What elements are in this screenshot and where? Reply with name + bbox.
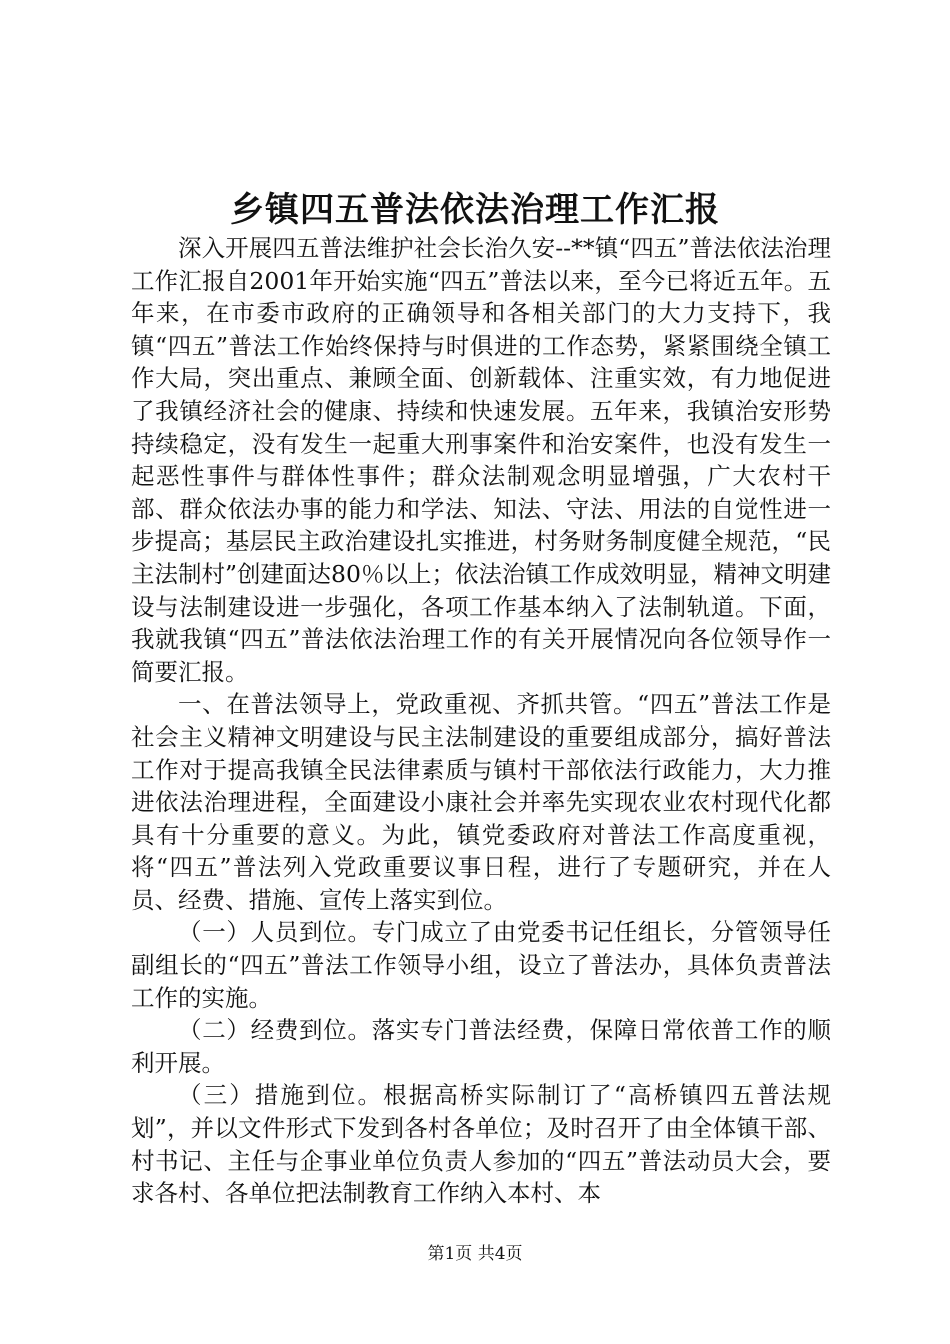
document-body	[131, 232, 831, 1210]
page-title: 乡镇四五普法依法治理工作汇报	[230, 190, 720, 230]
paragraph-funding: （二）经费到位。落实专门普法经费，保障日常依普工作的顺利开展。	[131, 1016, 831, 1077]
paragraph-section-1: 一、在普法领导上，党政重视、齐抓共管。“四五”普法工作是社会主义精神文明建设与民主法制建设的重要组成部分，搞好普法工作对于提高我镇全民法律素质与镇村干部依法行政能力，大力推进依法治理进程，全面建设小康社会并率先实现农业农村现代化都具有十分重要的意义。为此，镇党委政府对普法工作高度重视，将“四五”普法列入党政重要议事日程，进行了专题研究，并在人员、经费、措施、宣传上落实到位。	[131, 690, 831, 914]
paragraph-personnel: （一）人员到位。专门成立了由党委书记任组长，分管领导任副组长的“四五”普法工作领导小组，设立了普法办，具体负责普法工作的实施。	[131, 918, 831, 1012]
page-number-footer: 第1页 共4页	[427, 1244, 523, 1264]
paragraph-measures: （三）措施到位。根据高桥实际制订了“高桥镇四五普法规划”，并以文件形式下发到各村各单位；及时召开了由全体镇干部、村书记、主任与企事业单位负责人参加的“四五”普法动员大会，要求各村、各单位把法制教育工作纳入本村、本	[131, 1081, 831, 1208]
paragraph-intro: 深入开展四五普法维护社会长治久安--**镇“四五”普法依法治理工作汇报自2001年开始实施“四五”普法以来，至今已将近五年。五年来，在市委市政府的正确领导和各相关部门的大力支持下，我镇“四五”普法工作始终保持与时俱进的工作态势，紧紧围绕全镇工作大局，突出重点、兼顾全面、创新载体、注重实效，有力地促进了我镇经济社会的健康、持续和快速发展。五年来，我镇治安形势持续稳定，没有发生一起重大刑事案件和治安案件，也没有发生一起恶性事件与群体性事件；群众法制观念明显增强，广大农村干部、群众依法办事的能力和学法、知法、守法、用法的自觉性进一步提高；基层民主政治建设扎实推进，村务财务制度健全规范，“民主法制村”创建面达80％以上；依法治镇工作成效明显，精神文明建设与法制建设进一步强化，各项工作基本纳入了法制轨道。下面，我就我镇“四五”普法依法治理工作的有关开展情况向各位领导作一简要汇报。	[131, 234, 831, 686]
